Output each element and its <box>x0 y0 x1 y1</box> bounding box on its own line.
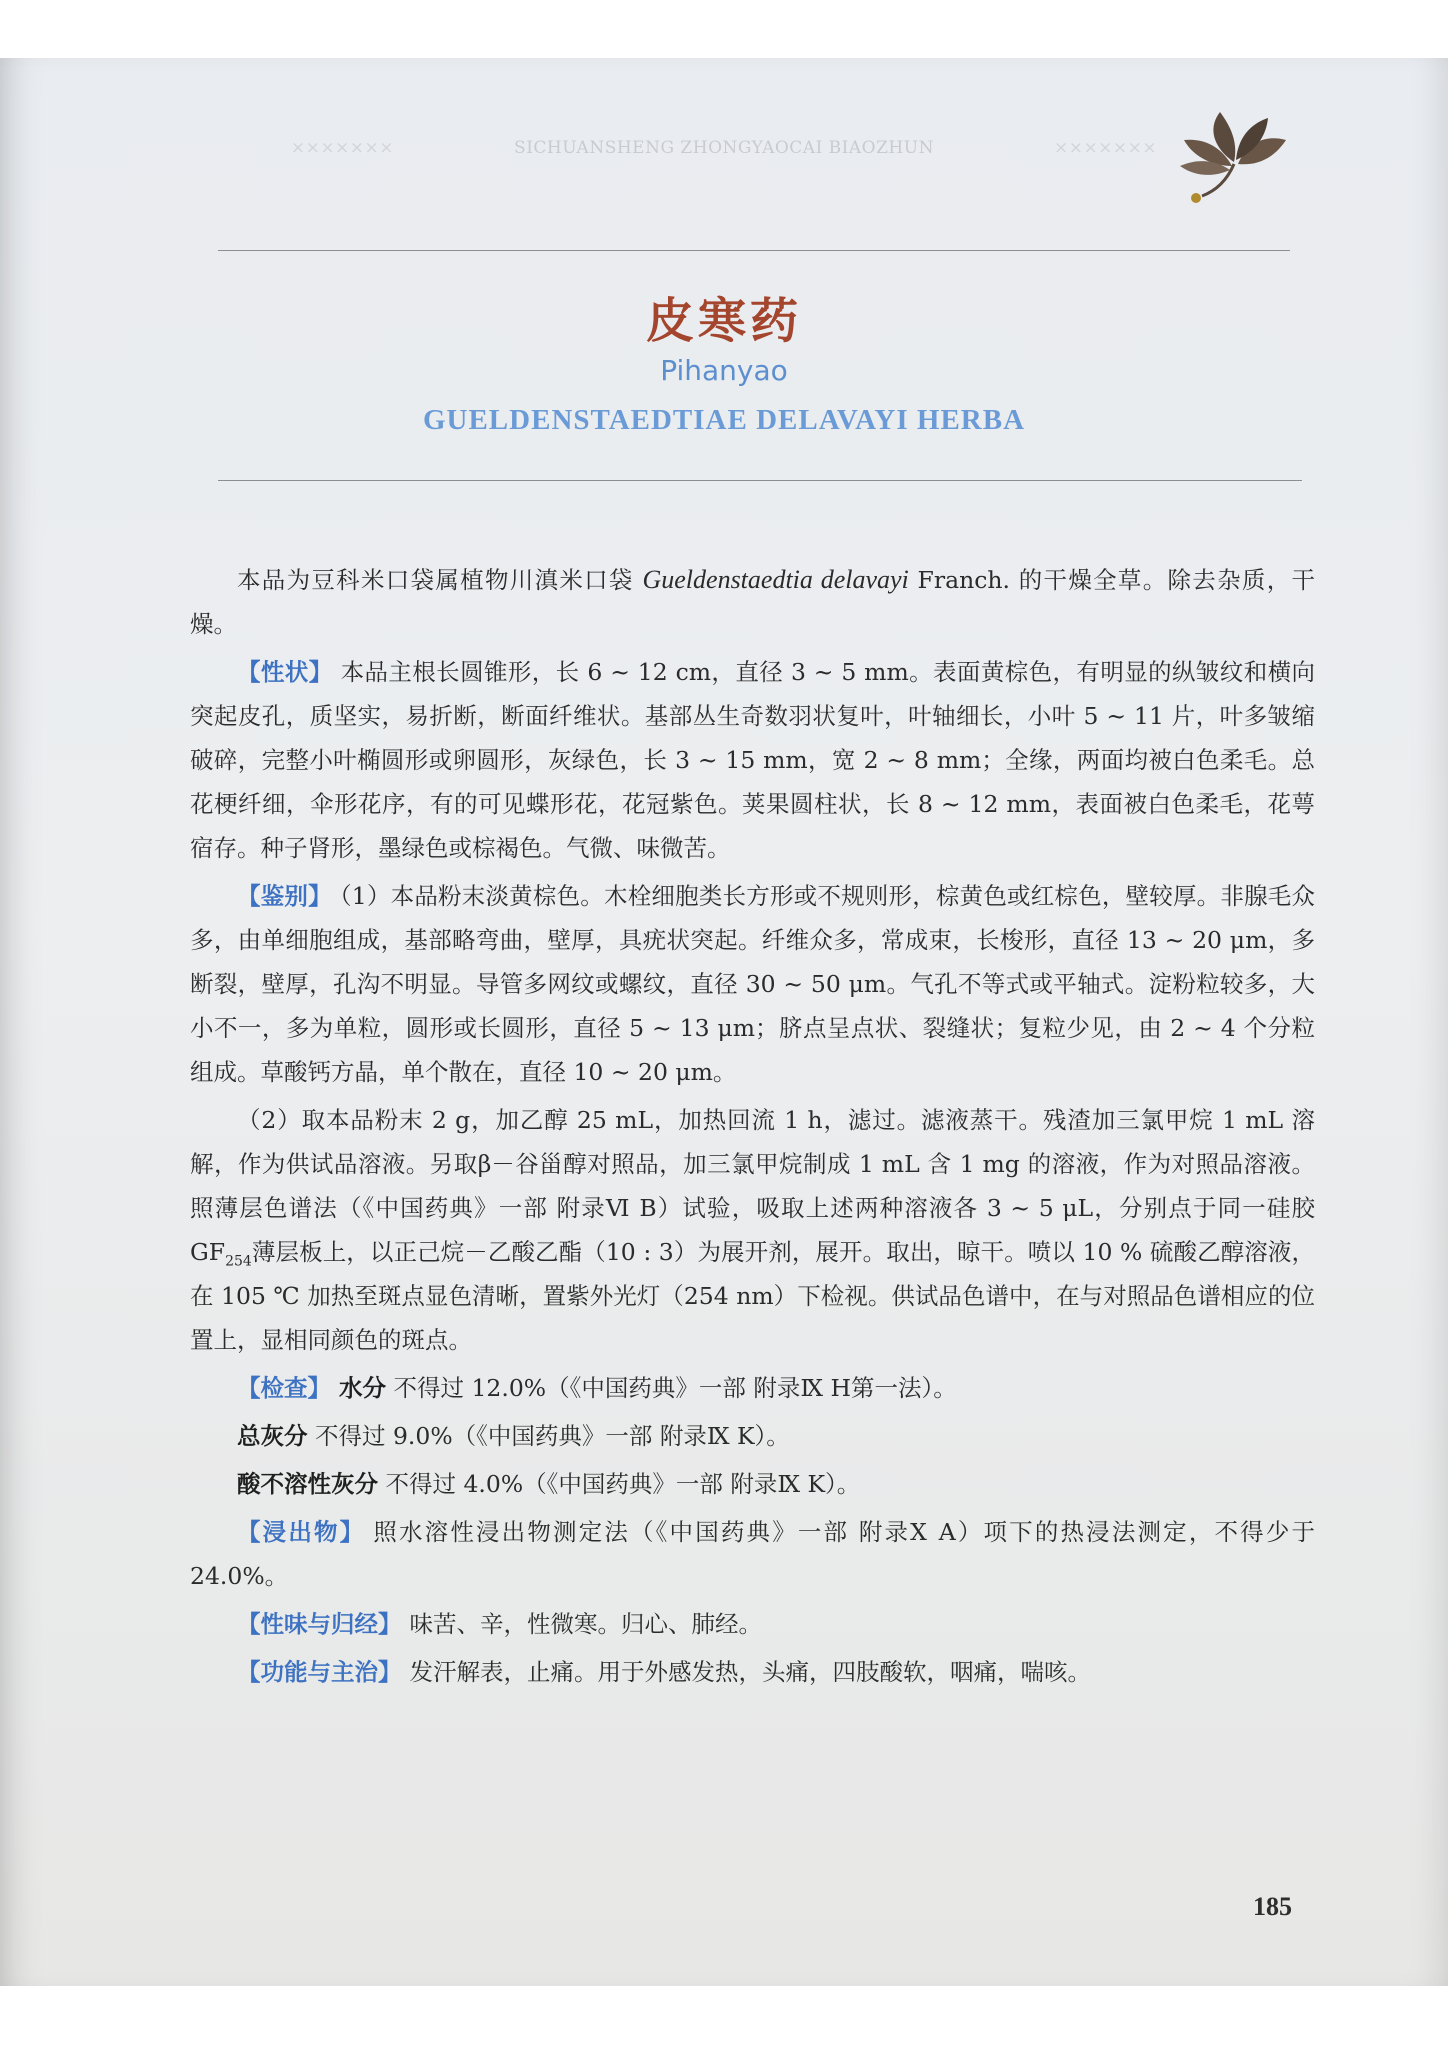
species-name: Gueldenstaedtia delavayi <box>642 565 909 594</box>
section-tag-jianbie: 【鉴别】 <box>237 882 332 910</box>
running-head-left-dots: ××××××× <box>290 138 395 158</box>
section-text-xingzhuang: 本品主根长圆锥形，长 6 ~ 12 cm，直径 3 ~ 5 mm。表面黄棕色，有明显的纵皱纹和横向突起皮孔，质坚实，易折断，断面纤维状。基部丛生奇数羽状复叶，叶轴细长，小叶 5 ~ 11 片，叶多皱缩破碎，完整小叶椭圆形或卵圆形，灰绿色，长 3 ~ 15 mm，宽 2 ~ 8 mm；全缘，两面均被白色柔毛。总花梗纤细，伞形花序，有的可见蝶形花，花冠紫色。荚果圆柱状，长 8 ~ 12 mm，表面被白色柔毛，花萼宿存。种子肾形，墨绿色或棕褐色。气微、味微苦。 <box>190 658 1315 862</box>
section-text-jianbie-2a: （2）取本品粉末 2 g，加乙醇 25 mL，加热回流 1 h，滤过。滤液蒸干。残渣加三氯甲烷 1 mL 溶解，作为供试品溶液。另取β－谷甾醇对照品，加三氯甲烷制成 1 mL 含 1 mg 的溶液，作为对照品溶液。照薄层色谱法（《中国药典》一部 附录Ⅵ B）试验，吸取上述两种溶液各 3 ~ 5 μL，分别点于同一硅胶GF <box>190 1106 1315 1266</box>
page-title: 皮寒药 <box>645 293 802 349</box>
section-jiancha-water <box>190 1366 1315 1410</box>
test-label-total-ash: 总灰分 <box>237 1422 308 1450</box>
section-tag-gongneng: 【功能与主治】 <box>237 1658 402 1686</box>
intro-text-b: Franch. 的干燥全草。除去杂质，干燥。 <box>190 566 1315 638</box>
monograph-body <box>190 558 1315 1698</box>
test-text-acid-ash: 不得过 4.0%（《中国药典》一部 附录Ⅸ K）。 <box>378 1470 861 1498</box>
section-gongneng <box>190 1650 1315 1694</box>
section-jiancha-acid-ash <box>190 1462 1315 1506</box>
section-tag-xingzhuang: 【性状】 <box>237 658 333 686</box>
page-number: 185 <box>1253 1892 1292 1921</box>
section-tag-jiancha: 【检查】 <box>237 1374 331 1402</box>
plate-subscript: 254 <box>225 1253 252 1270</box>
section-jiancha-ash <box>190 1414 1315 1458</box>
section-text-jianbie-1: （1）本品粉末淡黄棕色。木栓细胞类长方形或不规则形，棕黄色或红棕色，壁较厚。非腺毛众多，由单细胞组成，基部略弯曲，壁厚，具疣状突起。纤维众多，常成束，长梭形，直径 13 ~ 20 μm，多断裂，壁厚，孔沟不明显。导管多网纹或螺纹，直径 30 ~ 50 μm。气孔不等式或平轴式。淀粉粒较多，大小不一，多为单粒，圆形或长圆形，直径 5 ~ 13 μm；脐点呈点状、裂缝状；复粒少见，由 2 ~ 4 个分粒组成。草酸钙方晶，单个散在，直径 10 ~ 20 μm。 <box>190 882 1315 1086</box>
section-tag-jinchuwu: 【浸出物】 <box>237 1518 366 1546</box>
intro-paragraph <box>190 558 1315 646</box>
title-top-rule <box>218 250 1290 251</box>
section-jianbie-2 <box>190 1098 1315 1362</box>
title-pinyin: Pihanyao <box>660 354 788 387</box>
title-latin-name: GUELDENSTAEDTIAE DELAVAYI HERBA <box>422 404 1026 436</box>
section-xingwei <box>190 1602 1315 1646</box>
intro-text-a: 本品为豆科米口袋属植物川滇米口袋 <box>237 566 634 594</box>
test-label-water: 水分 <box>339 1374 386 1402</box>
leaf-logo-icon <box>1176 100 1296 210</box>
test-label-acid-ash: 酸不溶性灰分 <box>237 1470 378 1498</box>
section-jianbie-1 <box>190 874 1315 1094</box>
section-jinchuwu <box>190 1510 1315 1598</box>
section-text-xingwei: 味苦、辛，性微寒。归心、肺经。 <box>409 1610 762 1638</box>
running-head-text: SICHUANSHENG ZHONGYAOCAI BIAOZHUN <box>514 138 934 158</box>
title-bottom-rule <box>218 480 1302 481</box>
test-text-water: 不得过 12.0%（《中国药典》一部 附录Ⅸ H第一法）。 <box>386 1374 957 1402</box>
running-head-right-dots: ××××××× <box>1053 138 1158 158</box>
section-text-gongneng: 发汗解表，止痛。用于外感发热，头痛，四肢酸软，咽痛，喘咳。 <box>409 1658 1091 1686</box>
test-text-total-ash: 不得过 9.0%（《中国药典》一部 附录Ⅸ K）。 <box>307 1422 790 1450</box>
section-text-jianbie-2b: 薄层板上，以正己烷－乙酸乙酯（10 : 3）为展开剂，展开。取出，晾干。喷以 10 % 硫酸乙醇溶液，在 105 ℃ 加热至斑点显色清晰，置紫外光灯（254 nm）下检视。供试品色谱中，在与对照品色谱相应的位置上，显相同颜色的斑点。 <box>190 1238 1315 1354</box>
section-xingzhuang <box>190 650 1315 870</box>
section-tag-xingwei: 【性味与归经】 <box>237 1610 402 1638</box>
section-text-jinchuwu: 照水溶性浸出物测定法（《中国药典》一部 附录Ⅹ A）项下的热浸法测定，不得少于 24.0%。 <box>190 1518 1316 1590</box>
